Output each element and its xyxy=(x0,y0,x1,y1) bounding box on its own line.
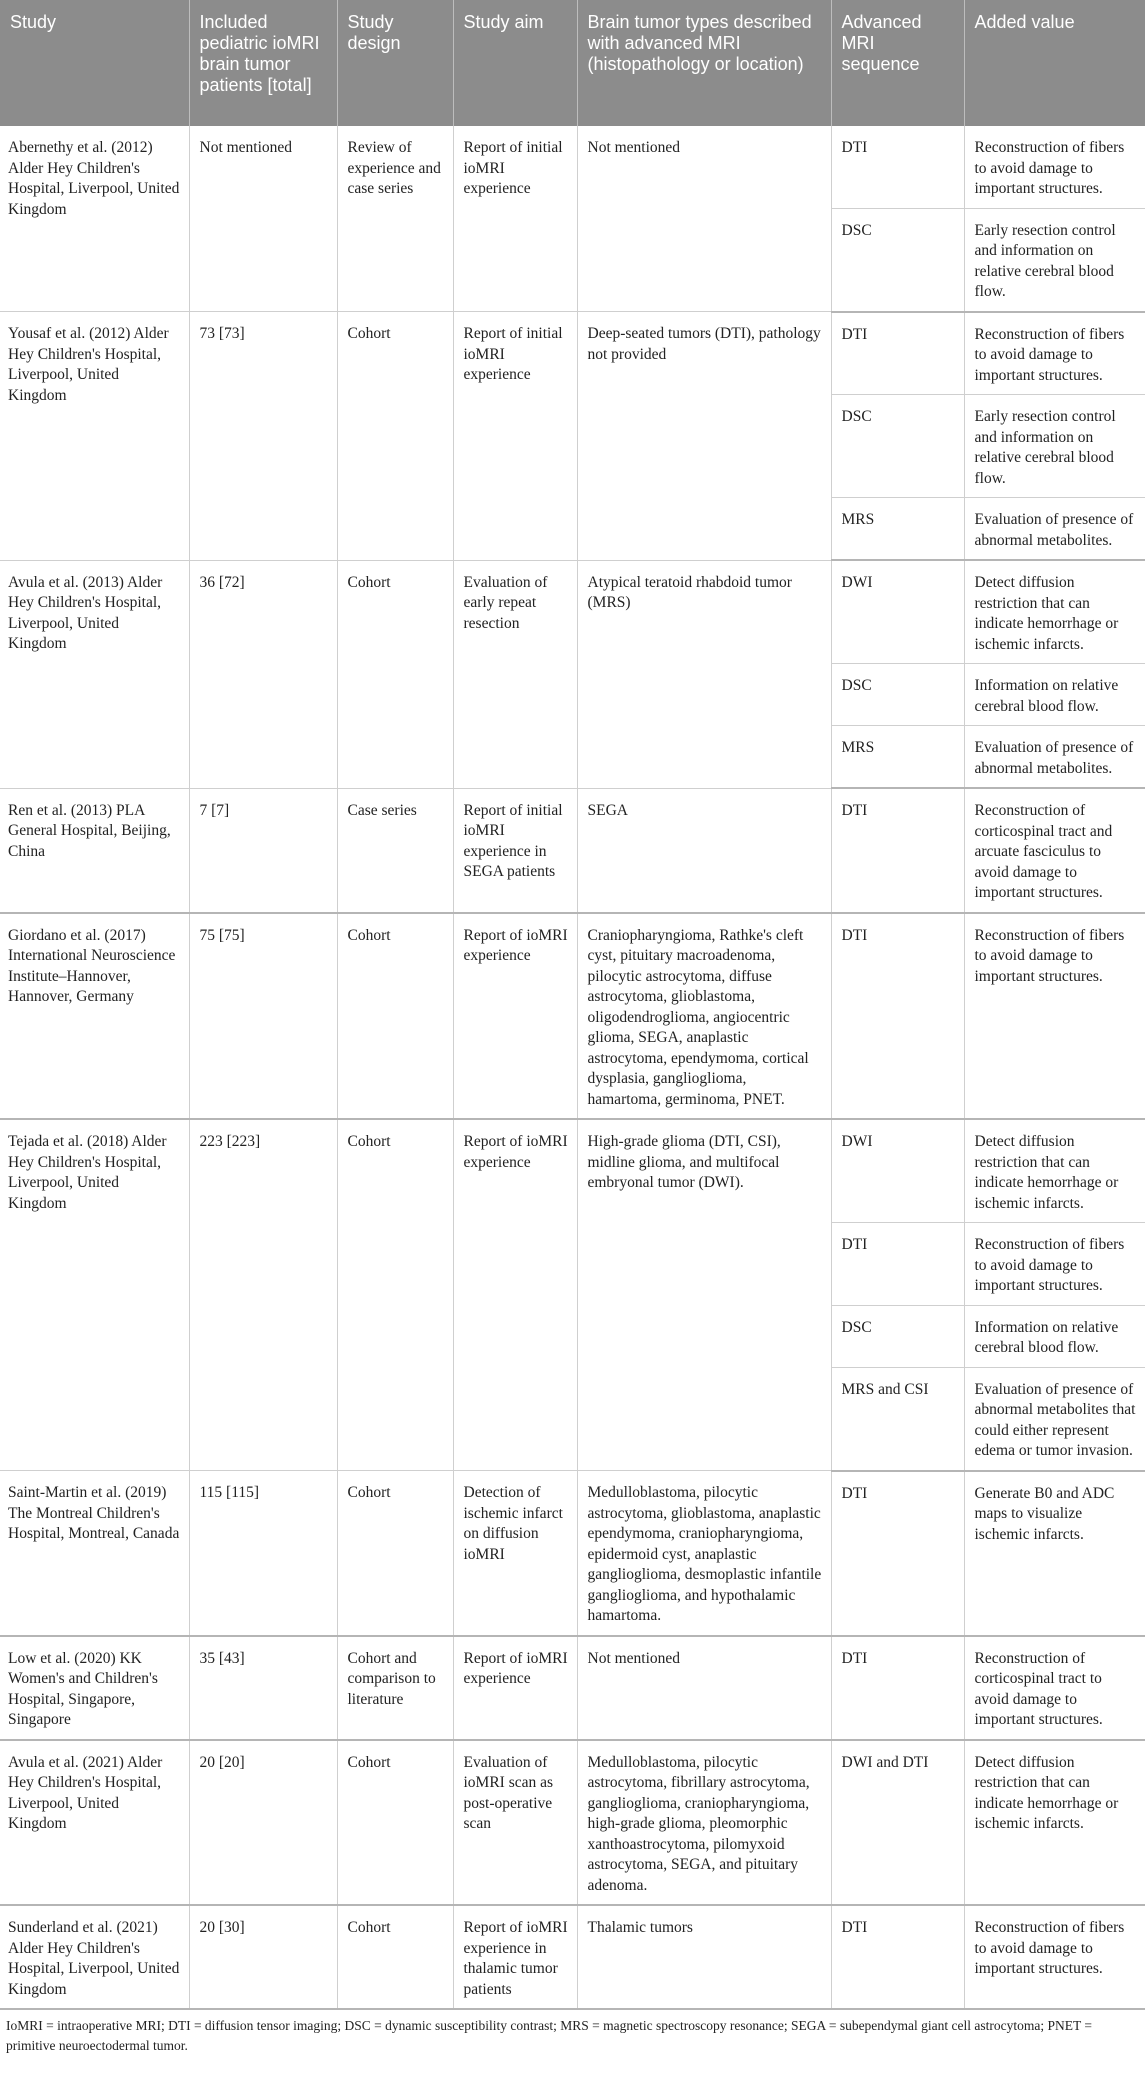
mri-sequence-cell: DSC xyxy=(831,208,964,312)
table-row xyxy=(0,312,1145,395)
tumor-types-cell: Atypical teratoid rhabdoid tumor (MRS) xyxy=(577,560,831,788)
added-value-cell: Detect diffusion restriction that can indicate hemorrhage or ischemic infarcts. xyxy=(964,1119,1145,1223)
table-row xyxy=(0,1471,1145,1636)
added-value-cell: Reconstruction of corticospinal tract and arcuate fasciculus to avoid damage to important structures. xyxy=(964,788,1145,913)
mri-sequence-cell: MRS xyxy=(831,498,964,561)
aim-cell: Report of initial ioMRI experience xyxy=(453,126,577,312)
patients-cell: 20 [30] xyxy=(189,1905,337,2009)
tumor-types-cell: Not mentioned xyxy=(577,1636,831,1740)
tumor-types-cell: Thalamic tumors xyxy=(577,1905,831,2009)
aim-cell: Report of initial ioMRI experience xyxy=(453,312,577,561)
mri-sequence-cell: DWI xyxy=(831,560,964,664)
table-row xyxy=(0,560,1145,664)
study-cell: Sunderland et al. (2021) Alder Hey Children's Hospital, Liverpool, United Kingdom xyxy=(0,1905,189,2009)
tumor-types-cell: SEGA xyxy=(577,788,831,913)
added-value-cell: Reconstruction of fibers to avoid damage to important structures. xyxy=(964,1905,1145,2009)
aim-cell: Evaluation of early repeat resection xyxy=(453,560,577,788)
column-header: Advanced MRI sequence xyxy=(831,0,964,126)
added-value-cell: Generate B0 and ADC maps to visualize ischemic infarcts. xyxy=(964,1471,1145,1636)
aim-cell: Report of initial ioMRI experience in SEGA patients xyxy=(453,788,577,913)
tumor-types-cell: High-grade glioma (DTI, CSI), midline glioma, and multifocal embryonal tumor (DWI). xyxy=(577,1119,831,1471)
table-body xyxy=(0,126,1145,2009)
patients-cell: 115 [115] xyxy=(189,1471,337,1636)
column-header: Included pediatric ioMRI brain tumor patients [total] xyxy=(189,0,337,126)
mri-sequence-cell: DTI xyxy=(831,1223,964,1306)
patients-cell: 36 [72] xyxy=(189,560,337,788)
added-value-cell: Reconstruction of fibers to avoid damage to important structures. xyxy=(964,126,1145,208)
table-row xyxy=(0,126,1145,208)
design-cell: Cohort xyxy=(337,1471,453,1636)
patients-cell: 20 [20] xyxy=(189,1740,337,1906)
added-value-cell: Reconstruction of fibers to avoid damage to important structures. xyxy=(964,913,1145,1120)
table-row xyxy=(0,1119,1145,1223)
added-value-cell: Reconstruction of fibers to avoid damage to important structures. xyxy=(964,312,1145,395)
added-value-cell: Detect diffusion restriction that can indicate hemorrhage or ischemic infarcts. xyxy=(964,1740,1145,1906)
aim-cell: Report of ioMRI experience xyxy=(453,913,577,1120)
aim-cell: Detection of ischemic infarct on diffusion ioMRI xyxy=(453,1471,577,1636)
study-cell: Abernethy et al. (2012) Alder Hey Children's Hospital, Liverpool, United Kingdom xyxy=(0,126,189,312)
mri-sequence-cell: DSC xyxy=(831,664,964,726)
patients-cell: 73 [73] xyxy=(189,312,337,561)
design-cell: Review of experience and case series xyxy=(337,126,453,312)
patients-cell: 223 [223] xyxy=(189,1119,337,1471)
table-row xyxy=(0,1905,1145,2009)
mri-sequence-cell: DTI xyxy=(831,913,964,1120)
mri-sequence-cell: DTI xyxy=(831,1471,964,1636)
table-row xyxy=(0,1740,1145,1906)
added-value-cell: Evaluation of presence of abnormal metabolites. xyxy=(964,498,1145,561)
mri-sequence-cell: DTI xyxy=(831,312,964,395)
design-cell: Case series xyxy=(337,788,453,913)
aim-cell: Report of ioMRI experience xyxy=(453,1119,577,1471)
design-cell: Cohort xyxy=(337,312,453,561)
column-header: Study xyxy=(0,0,189,126)
tumor-types-cell: Deep-seated tumors (DTI), pathology not provided xyxy=(577,312,831,561)
mri-sequence-cell: DSC xyxy=(831,395,964,498)
table-row xyxy=(0,913,1145,1120)
column-header: Added value xyxy=(964,0,1145,126)
table-row xyxy=(0,788,1145,913)
column-header: Study design xyxy=(337,0,453,126)
table-header-row xyxy=(0,0,1145,126)
added-value-cell: Information on relative cerebral blood flow. xyxy=(964,664,1145,726)
patients-cell: 35 [43] xyxy=(189,1636,337,1740)
mri-sequence-cell: DTI xyxy=(831,788,964,913)
design-cell: Cohort xyxy=(337,1905,453,2009)
mri-sequence-cell: DWI xyxy=(831,1119,964,1223)
aim-cell: Report of ioMRI experience in thalamic tumor patients xyxy=(453,1905,577,2009)
table-footnote: IoMRI = intraoperative MRI; DTI = diffusion tensor imaging; DSC = dynamic susceptibility contrast; MRS = magnetic spectroscopy resonance; SEGA = subependymal giant cell astrocytoma; PNET = primitive neuroectodermal tumor. xyxy=(6,2018,1092,2053)
study-cell: Avula et al. (2021) Alder Hey Children's Hospital, Liverpool, United Kingdom xyxy=(0,1740,189,1906)
study-cell: Low et al. (2020) KK Women's and Children's Hospital, Singapore, Singapore xyxy=(0,1636,189,1740)
added-value-cell: Reconstruction of corticospinal tract to avoid damage to important structures. xyxy=(964,1636,1145,1740)
study-cell: Yousaf et al. (2012) Alder Hey Children's Hospital, Liverpool, United Kingdom xyxy=(0,312,189,561)
design-cell: Cohort xyxy=(337,560,453,788)
patients-cell: Not mentioned xyxy=(189,126,337,312)
aim-cell: Report of ioMRI experience xyxy=(453,1636,577,1740)
added-value-cell: Reconstruction of fibers to avoid damage to important structures. xyxy=(964,1223,1145,1306)
design-cell: Cohort xyxy=(337,1119,453,1471)
patients-cell: 75 [75] xyxy=(189,913,337,1120)
added-value-cell: Evaluation of presence of abnormal metabolites. xyxy=(964,726,1145,789)
design-cell: Cohort and comparison to literature xyxy=(337,1636,453,1740)
tumor-types-cell: Medulloblastoma, pilocytic astrocytoma, fibrillary astrocytoma, ganglioglioma, craniopharyngioma, high-grade glioma, pleomorphic xanthoastrocytoma, pilomyxoid astrocytoma, SEGA, and pituitary adenoma. xyxy=(577,1740,831,1906)
added-value-cell: Early resection control and information on relative cerebral blood flow. xyxy=(964,395,1145,498)
study-cell: Ren et al. (2013) PLA General Hospital, Beijing, China xyxy=(0,788,189,913)
tumor-types-cell: Medulloblastoma, pilocytic astrocytoma, glioblastoma, anaplastic ependymoma, craniopharyngioma, epidermoid cyst, anaplastic ganglioglioma, desmoplastic infantile ganglioglioma, and hypothalamic hamartoma. xyxy=(577,1471,831,1636)
added-value-cell: Early resection control and information on relative cerebral blood flow. xyxy=(964,208,1145,312)
mri-sequence-cell: DTI xyxy=(831,1636,964,1740)
mri-sequence-cell: MRS xyxy=(831,726,964,789)
design-cell: Cohort xyxy=(337,913,453,1120)
aim-cell: Evaluation of ioMRI scan as post-operative scan xyxy=(453,1740,577,1906)
column-header: Brain tumor types described with advanced MRI (histopathology or location) xyxy=(577,0,831,126)
added-value-cell: Information on relative cerebral blood flow. xyxy=(964,1305,1145,1367)
mri-sequence-cell: DSC xyxy=(831,1305,964,1367)
tumor-types-cell: Craniopharyngioma, Rathke's cleft cyst, pituitary macroadenoma, pilocytic astrocytoma, diffuse astrocytoma, glioblastoma, oligodendroglioma, angiocentric glioma, SEGA, anaplastic astrocytoma, ependymoma, cortical dysplasia, ganglioglioma, hamartoma, germinoma, PNET. xyxy=(577,913,831,1120)
study-cell: Giordano et al. (2017) International Neuroscience Institute–Hannover, Hannover, Germany xyxy=(0,913,189,1120)
study-cell: Avula et al. (2013) Alder Hey Children's Hospital, Liverpool, United Kingdom xyxy=(0,560,189,788)
tumor-types-cell: Not mentioned xyxy=(577,126,831,312)
column-header: Study aim xyxy=(453,0,577,126)
mri-sequence-cell: MRS and CSI xyxy=(831,1367,964,1471)
mri-sequence-cell: DTI xyxy=(831,1905,964,2009)
study-cell: Tejada et al. (2018) Alder Hey Children's Hospital, Liverpool, United Kingdom xyxy=(0,1119,189,1471)
added-value-cell: Detect diffusion restriction that can indicate hemorrhage or ischemic infarcts. xyxy=(964,560,1145,664)
mri-sequence-cell: DTI xyxy=(831,126,964,208)
design-cell: Cohort xyxy=(337,1740,453,1906)
added-value-cell: Evaluation of presence of abnormal metabolites that could either represent edema or tumor invasion. xyxy=(964,1367,1145,1471)
mri-sequence-cell: DWI and DTI xyxy=(831,1740,964,1906)
patients-cell: 7 [7] xyxy=(189,788,337,913)
table-row xyxy=(0,1636,1145,1740)
study-cell: Saint-Martin et al. (2019) The Montreal Children's Hospital, Montreal, Canada xyxy=(0,1471,189,1636)
